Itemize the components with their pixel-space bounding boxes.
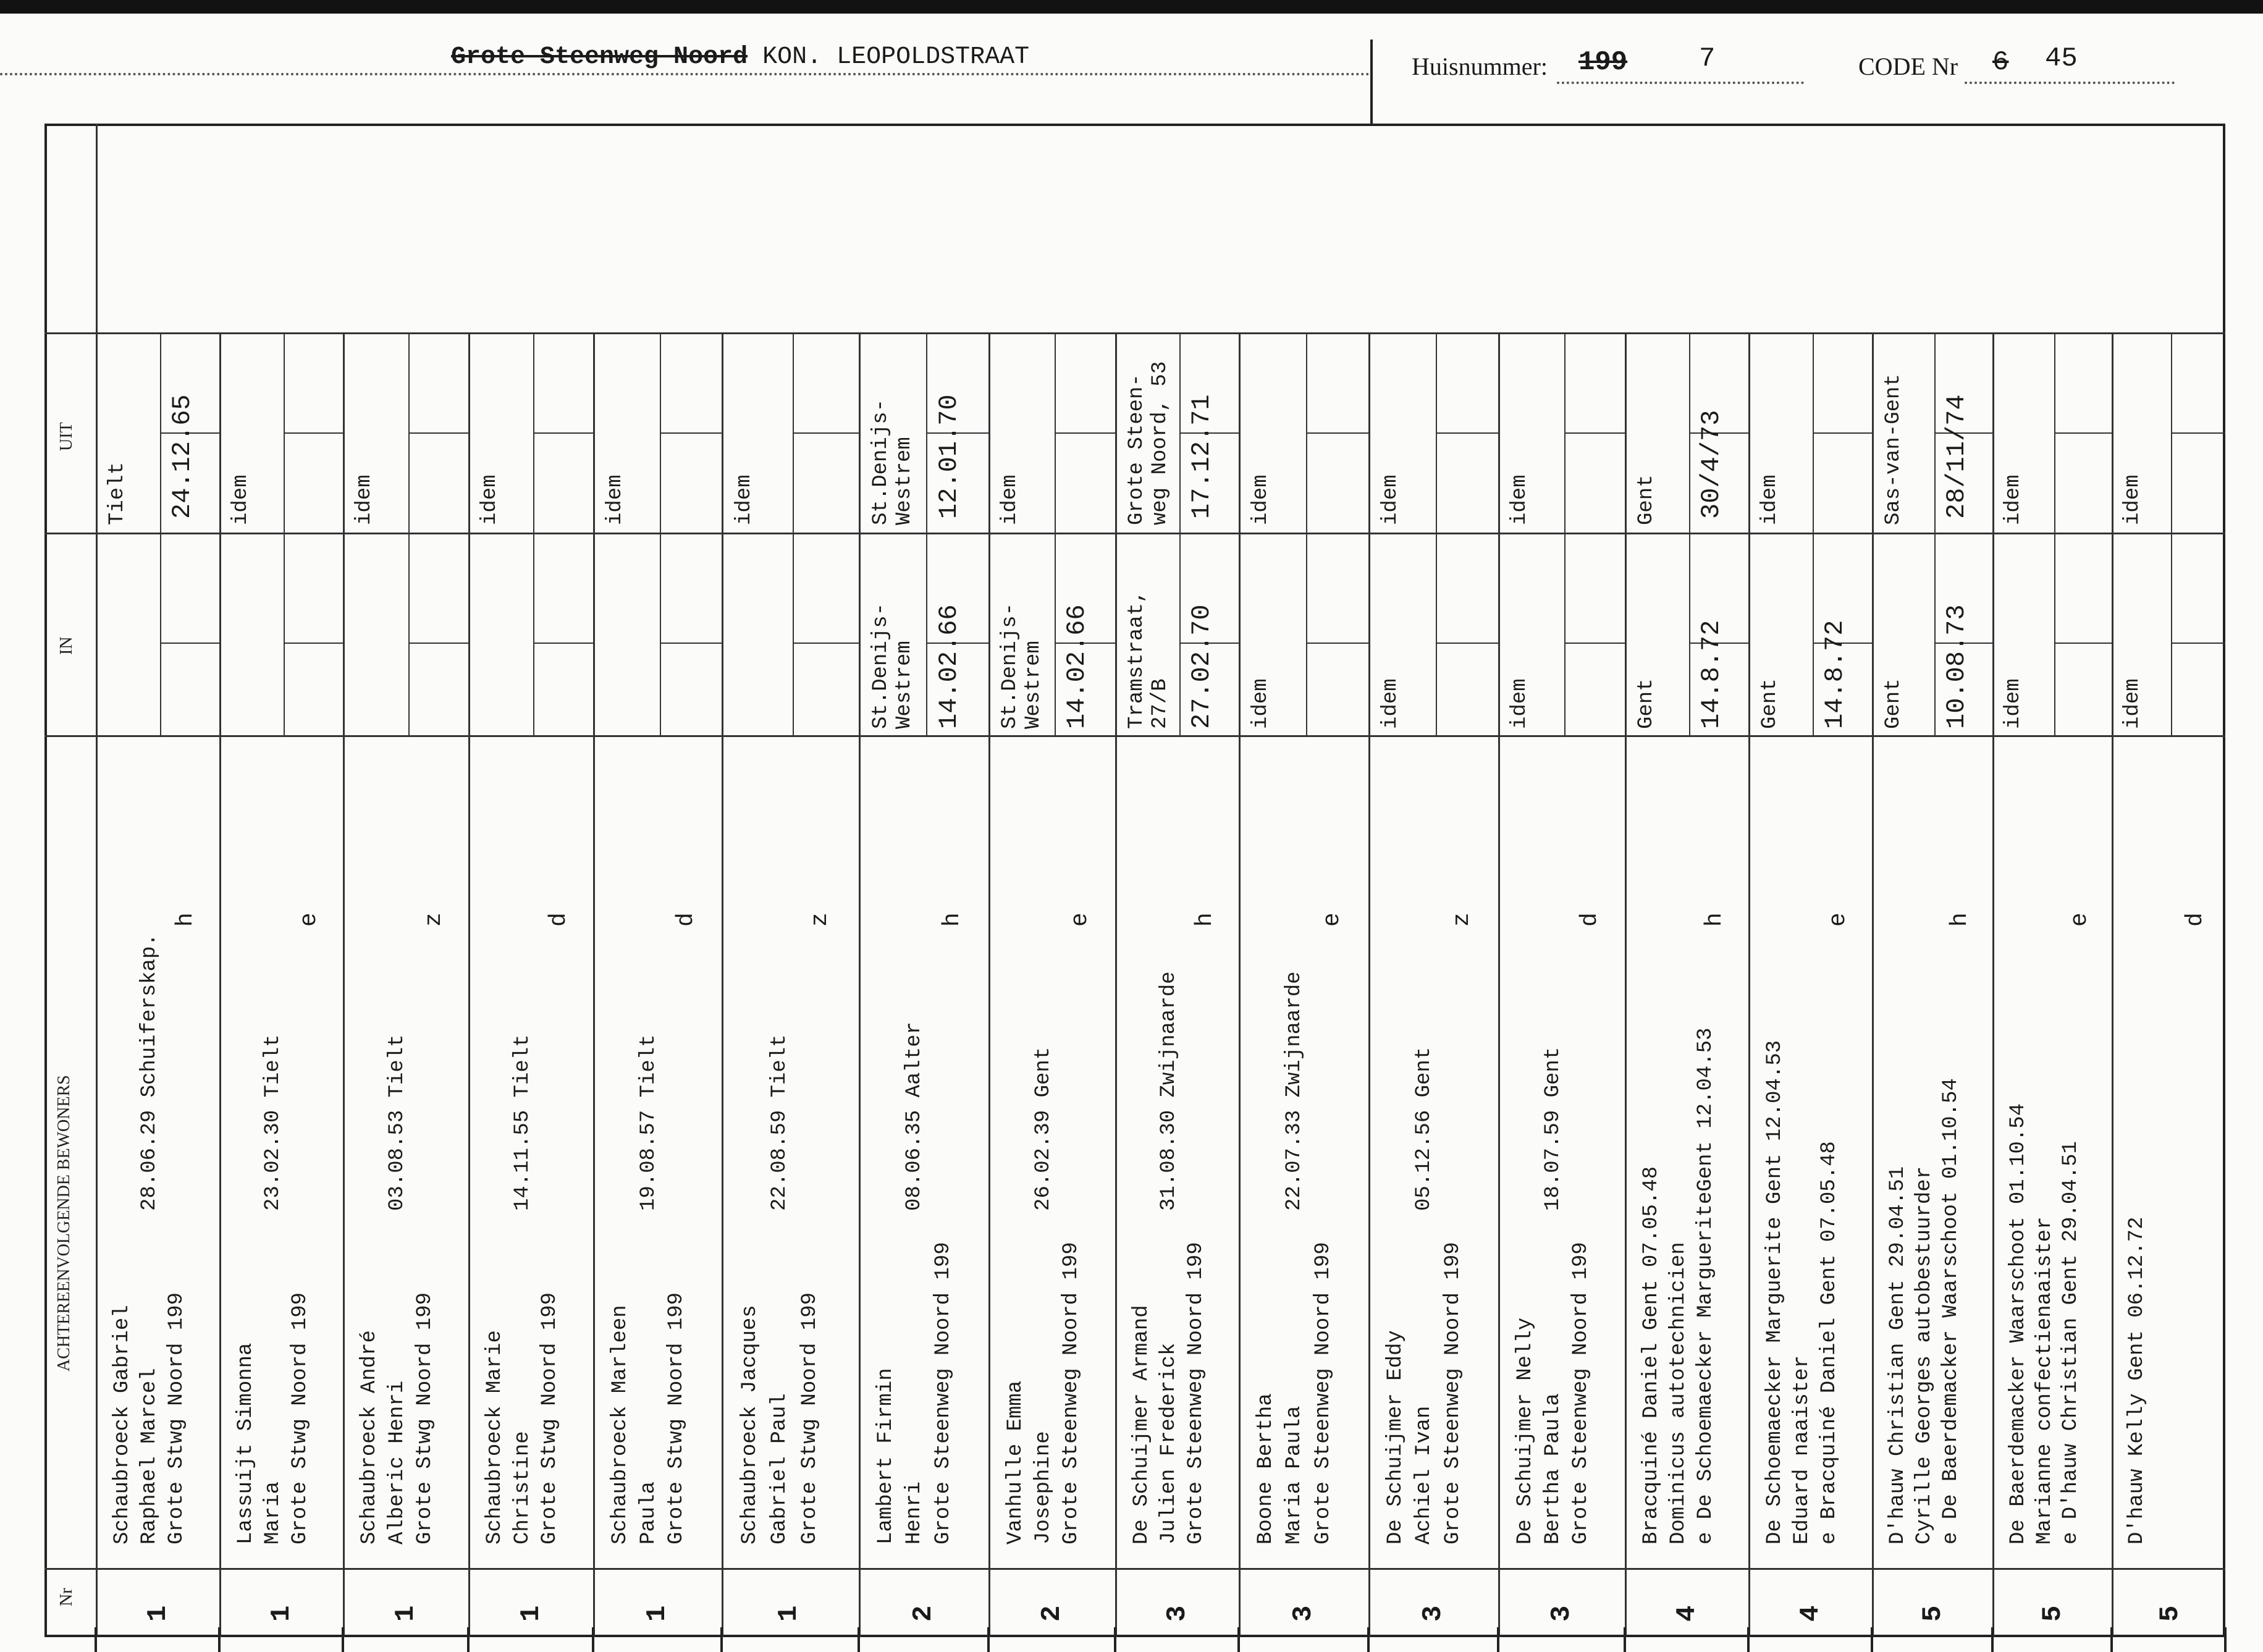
resident-line-3: Grote Steenweg Noord 199	[1059, 1242, 1083, 1545]
row-nr: 3	[1162, 1605, 1193, 1622]
row-divider-5	[859, 332, 861, 1637]
bottom-tick	[2224, 1627, 2227, 1652]
street-name	[451, 43, 1029, 71]
in-split	[1564, 643, 1625, 644]
in-inner-divider	[1564, 533, 1566, 735]
uit-inner-divider	[533, 332, 534, 533]
resident-sex: d	[546, 912, 573, 927]
row-divider-13	[1872, 332, 1874, 1637]
in-place: Gent	[1758, 678, 1782, 729]
resident-line-3: Grote Stwg Noord 199	[413, 1292, 437, 1545]
in-inner-divider	[2171, 533, 2172, 735]
in-inner-divider	[1813, 533, 1814, 735]
resident-birth: 14.11.55 Tielt	[510, 1034, 534, 1211]
resident-line-3: e De Schoemaecker MargueriteGent 12.04.53	[1694, 1027, 1717, 1545]
in-place: idem	[1249, 678, 1273, 729]
uit-split	[660, 432, 722, 434]
row-nr: 3	[1287, 1605, 1319, 1622]
code-old: 6	[1992, 47, 2009, 78]
resident-line-1: De Schuijmer Armand	[1130, 1305, 1153, 1545]
code-dotted-line	[1965, 82, 2175, 84]
in-inner-divider	[533, 533, 534, 735]
resident-line-2: Bertha Paula	[1541, 1393, 1565, 1545]
uit-inner-divider	[2171, 332, 2172, 533]
bottom-tick	[1991, 1627, 1994, 1652]
uit-date: 24.12.65	[167, 394, 197, 519]
bottom-tick	[1497, 1627, 1499, 1652]
uit-place: St.Denijs- Westrem	[869, 398, 916, 525]
resident-line-2: Dominicus autotechnicien	[1667, 1242, 1690, 1545]
in-date: 27.02.70	[1187, 604, 1216, 729]
row-nr: 5	[1918, 1605, 1949, 1622]
row-nr: 1	[390, 1605, 422, 1622]
row-nr: 1	[773, 1605, 805, 1622]
resident-sex: e	[1319, 912, 1346, 927]
resident-sex: z	[1449, 912, 1476, 927]
resident-sex: d	[672, 912, 699, 927]
resident-birth: 22.08.59 Tielt	[768, 1034, 792, 1211]
resident-birth: 19.08.57 Tielt	[636, 1034, 660, 1211]
street-old: Grote Steenweg Noord	[451, 43, 748, 71]
resident-line-3: e D'hauw Christian Gent 29.04.51	[2059, 1141, 2083, 1545]
resident-birth: 28.06.29 Schuiferskap.	[138, 933, 161, 1211]
in-split	[660, 643, 722, 644]
resident-line-1: Schaubroeck Gabriel	[111, 1305, 134, 1545]
uit-split	[1306, 432, 1368, 434]
uit-inner-divider	[1934, 332, 1936, 533]
resident-line-1: D'hauw Christian Gent 29.04.51	[1886, 1166, 1910, 1545]
column-boundary-3	[44, 1568, 2225, 1570]
uit-inner-divider	[1564, 332, 1566, 533]
bottom-tick	[1367, 1627, 1370, 1652]
uit-inner-divider	[793, 332, 794, 533]
resident-line-1: De Schuijmer Nelly	[1513, 1317, 1537, 1545]
uit-place: idem	[229, 474, 253, 525]
row-nr: 1	[515, 1605, 547, 1622]
bottom-tick	[1624, 1627, 1626, 1652]
in-place: idem	[1378, 678, 1402, 729]
row-divider-12	[1748, 332, 1750, 1637]
resident-birth: 03.08.53 Tielt	[386, 1034, 410, 1211]
row-divider-2	[468, 332, 470, 1637]
row-divider-1	[343, 332, 345, 1637]
row-divider-9	[1368, 332, 1370, 1637]
uit-place: Tielt	[106, 461, 129, 525]
uit-inner-divider	[284, 332, 285, 533]
column-header-bewoners: ACHTEREENVOLGENDE BEWONERS	[54, 1075, 74, 1372]
column-boundary-0	[44, 332, 2225, 334]
resident-line-1: Schaubroeck Jacques	[738, 1305, 762, 1545]
uit-inner-divider	[1179, 332, 1181, 533]
resident-line-3: Grote Steenweg Noord 199	[1311, 1242, 1335, 1545]
uit-place: idem	[732, 474, 756, 525]
in-inner-divider	[926, 533, 927, 735]
bottom-tick	[987, 1627, 990, 1652]
resident-line-3: Grote Steenweg Noord 199	[931, 1242, 955, 1545]
bottom-tick	[858, 1627, 860, 1652]
uit-place: idem	[998, 474, 1022, 525]
huisnummer-new: 7	[1699, 43, 1716, 74]
resident-sex: h	[939, 912, 966, 927]
uit-place: idem	[2120, 474, 2144, 525]
resident-line-2: Gabriel Paul	[768, 1393, 792, 1545]
bottom-tick	[1871, 1627, 1873, 1652]
in-place: idem	[2002, 678, 2026, 729]
resident-line-2: Josephine	[1031, 1431, 1055, 1545]
uit-split	[793, 432, 859, 434]
resident-line-1: D'hauw Kelly Gent 06.12.72	[2125, 1216, 2149, 1545]
resident-birth: 23.02.30 Tielt	[261, 1034, 285, 1211]
resident-line-2: Cyrille Georges autobestuurder	[1913, 1166, 1937, 1545]
code-label: CODE Nr	[1858, 53, 1958, 80]
uit-split	[284, 432, 343, 434]
row-divider-3	[593, 332, 595, 1637]
resident-sex: h	[1192, 912, 1218, 927]
in-split	[160, 643, 219, 644]
in-place: St.Denijs- Westrem	[869, 602, 916, 729]
bottom-tick	[95, 1627, 97, 1652]
in-date: 14.8.72	[1820, 620, 1850, 729]
resident-sex: e	[1067, 912, 1094, 927]
bottom-tick	[2110, 1627, 2113, 1652]
uit-place: Sas-van-Gent	[1881, 374, 1905, 525]
in-place: idem	[2120, 678, 2144, 729]
resident-line-3: Grote Steenweg Noord 199	[1441, 1242, 1465, 1545]
in-date: 14.8.72	[1696, 620, 1726, 729]
in-split	[533, 643, 593, 644]
uit-date: 28/11/74	[1942, 394, 1972, 519]
uit-split	[1436, 432, 1498, 434]
resident-line-3: e Bracquiné Daniel Gent 07.05.48	[1818, 1141, 1841, 1545]
row-divider-8	[1239, 332, 1241, 1637]
resident-line-2: Julien Frederick	[1157, 1342, 1181, 1545]
uit-split	[2054, 432, 2112, 434]
resident-line-1: De Schoemaecker Marguerite Gent 12.04.53	[1763, 1040, 1787, 1545]
uit-split	[1813, 432, 1872, 434]
column-header-uit: UIT	[57, 422, 76, 451]
resident-line-1: De Baerdemacker Waarschoot 01.10.54	[2007, 1103, 2031, 1545]
resident-sex: d	[2182, 912, 2209, 927]
resident-line-1: Schaubroeck Marie	[483, 1330, 507, 1545]
in-inner-divider	[408, 533, 410, 735]
uit-split	[533, 432, 593, 434]
row-nr: 4	[1795, 1605, 1826, 1622]
row-divider-15	[2112, 332, 2113, 1637]
uit-place: idem	[478, 474, 502, 525]
resident-sex: h	[1946, 912, 1973, 927]
row-divider-14	[1992, 332, 1994, 1637]
uit-split	[2171, 432, 2225, 434]
resident-birth: 18.07.59 Gent	[1541, 1047, 1565, 1211]
column-header-nr: Nr	[57, 1588, 76, 1606]
in-inner-divider	[160, 533, 161, 735]
in-split	[793, 643, 859, 644]
resident-line-3: Grote Stwg Noord 199	[665, 1292, 689, 1545]
huisnummer-old: 199	[1578, 47, 1628, 78]
street-dotted-line	[0, 73, 1370, 75]
in-inner-divider	[1179, 533, 1181, 735]
in-inner-divider	[2054, 533, 2055, 735]
resident-line-2: Maria Paula	[1283, 1405, 1307, 1545]
resident-sex: z	[420, 912, 447, 927]
uit-place: idem	[2002, 474, 2026, 525]
uit-inner-divider	[1436, 332, 1437, 533]
uit-inner-divider	[160, 332, 161, 533]
uit-place: idem	[1508, 474, 1532, 525]
in-split	[408, 643, 468, 644]
huisnummer-dotted-line	[1557, 82, 1804, 84]
resident-line-1: Schaubroeck Marleen	[608, 1305, 632, 1545]
in-split	[1306, 643, 1368, 644]
resident-line-2: Christine	[510, 1431, 534, 1545]
resident-line-2: Achiel Ivan	[1412, 1405, 1436, 1545]
in-inner-divider	[1689, 533, 1690, 735]
huisnummer-label: Huisnummer:	[1412, 53, 1548, 80]
uit-place: idem	[603, 474, 627, 525]
resident-line-2: Raphael Marcel	[138, 1368, 161, 1545]
resident-line-1: Schaubroeck André	[358, 1330, 382, 1545]
resident-sex: z	[806, 912, 833, 927]
uit-split	[1055, 432, 1115, 434]
in-place: St.Denijs- Westrem	[998, 602, 1046, 729]
resident-birth: 05.12.56 Gent	[1412, 1047, 1436, 1211]
in-date: 14.02.66	[1061, 604, 1092, 729]
column-header-in: IN	[57, 636, 76, 655]
in-split	[2054, 643, 2112, 644]
resident-line-3: Grote Steenweg Noord 199	[1184, 1242, 1208, 1545]
header-column-divider	[96, 124, 98, 1637]
resident-line-1: Boone Bertha	[1254, 1393, 1278, 1545]
bottom-tick	[218, 1627, 221, 1652]
resident-line-3: Grote Stwg Noord 199	[289, 1292, 312, 1545]
row-divider-10	[1498, 332, 1500, 1637]
resident-sex: h	[172, 912, 199, 927]
row-nr: 1	[143, 1605, 174, 1622]
row-nr: 5	[2154, 1605, 2186, 1622]
uit-place: idem	[1378, 474, 1402, 525]
resident-line-1: Lassuijt Simonna	[234, 1342, 258, 1545]
resident-line-2: Henri	[903, 1481, 927, 1545]
in-place: Gent	[1635, 678, 1658, 729]
uit-inner-divider	[1306, 332, 1307, 533]
row-divider-7	[1115, 332, 1117, 1637]
resident-sex: e	[296, 912, 322, 927]
resident-birth: 26.02.39 Gent	[1031, 1047, 1055, 1211]
row-nr: 1	[266, 1605, 297, 1622]
in-inner-divider	[793, 533, 794, 735]
resident-line-3: Grote Steenweg Noord 199	[1569, 1242, 1593, 1545]
uit-split	[1564, 432, 1625, 434]
resident-line-1: De Schuijmer Eddy	[1384, 1330, 1408, 1545]
resident-birth: 31.08.30 Zwijnaarde	[1157, 971, 1181, 1211]
resident-line-3: Grote Stwg Noord 199	[798, 1292, 822, 1545]
in-inner-divider	[1436, 533, 1437, 735]
row-nr: 2	[908, 1605, 939, 1622]
resident-line-2: Paula	[636, 1481, 660, 1545]
uit-split	[408, 432, 468, 434]
row-nr: 1	[642, 1605, 673, 1622]
uit-date: 30/4/73	[1696, 410, 1726, 519]
bottom-tick	[720, 1627, 723, 1652]
row-divider-0	[219, 332, 221, 1637]
bottom-tick	[342, 1627, 344, 1652]
in-inner-divider	[1055, 533, 1056, 735]
in-inner-divider	[1934, 533, 1936, 735]
uit-inner-divider	[1055, 332, 1056, 533]
in-split	[1436, 643, 1498, 644]
uit-place: Grote Steen- weg Noord, 53	[1125, 361, 1172, 525]
code-new: 45	[2045, 43, 2078, 74]
resident-birth: 22.07.33 Zwijnaarde	[1283, 971, 1307, 1211]
row-nr: 3	[1417, 1605, 1449, 1622]
in-split	[2171, 643, 2225, 644]
top-dark-bar	[0, 0, 2263, 14]
resident-line-3: e De Baerdemacker Waarschoot 01.10.54	[1939, 1078, 1963, 1545]
resident-sex: e	[2066, 912, 2093, 927]
uit-inner-divider	[408, 332, 410, 533]
resident-line-2: Eduard naaister	[1790, 1355, 1814, 1545]
row-nr: 3	[1546, 1605, 1577, 1622]
resident-line-2: Maria	[261, 1481, 285, 1545]
resident-line-1: Lambert Firmin	[874, 1368, 898, 1545]
uit-inner-divider	[2054, 332, 2055, 533]
row-nr: 2	[1036, 1605, 1068, 1622]
resident-line-2: Alberic Henri	[386, 1380, 410, 1545]
resident-sex: h	[1701, 912, 1728, 927]
bottom-tick	[1237, 1627, 1240, 1652]
bottom-tick	[1114, 1627, 1116, 1652]
resident-line-3: Grote Stwg Noord 199	[165, 1292, 188, 1545]
row-divider-11	[1625, 332, 1627, 1637]
resident-line-2: Marianne confectienaaister	[2033, 1216, 2057, 1545]
row-nr: 4	[1672, 1605, 1703, 1622]
header-separator	[1370, 40, 1373, 124]
in-date: 14.02.66	[933, 604, 964, 729]
uit-place: idem	[1758, 474, 1782, 525]
uit-inner-divider	[926, 332, 927, 533]
uit-place: idem	[353, 474, 377, 525]
uit-date: 17.12.71	[1187, 394, 1216, 519]
in-inner-divider	[660, 533, 661, 735]
row-divider-6	[988, 332, 990, 1637]
street-new: KON. LEOPOLDSTRAAT	[762, 43, 1030, 71]
uit-inner-divider	[660, 332, 661, 533]
bottom-tick	[592, 1627, 594, 1652]
bottom-tick	[467, 1627, 470, 1652]
resident-line-1: Vanhulle Emma	[1003, 1380, 1027, 1545]
resident-line-1: Bracquiné Daniel Gent 07.05.48	[1640, 1166, 1663, 1545]
in-inner-divider	[1306, 533, 1307, 735]
uit-place: Gent	[1635, 474, 1658, 525]
in-place: Gent	[1881, 678, 1905, 729]
uit-inner-divider	[1689, 332, 1690, 533]
uit-place: idem	[1249, 474, 1273, 525]
in-place: Tramstraat, 27/B	[1125, 590, 1172, 729]
resident-sex: d	[1577, 912, 1604, 927]
in-split	[284, 643, 343, 644]
column-boundary-2	[44, 735, 2225, 737]
bottom-tick	[1747, 1627, 1750, 1652]
resident-sex: e	[1825, 912, 1852, 927]
row-nr: 5	[2038, 1605, 2069, 1622]
column-boundary-1	[44, 533, 2225, 534]
uit-date: 12.01.70	[933, 394, 964, 519]
in-date: 10.08.73	[1942, 604, 1972, 729]
in-inner-divider	[284, 533, 285, 735]
resident-line-3: Grote Stwg Noord 199	[538, 1292, 562, 1545]
in-place: idem	[1508, 678, 1532, 729]
resident-birth: 08.06.35 Aalter	[903, 1021, 927, 1211]
row-divider-4	[722, 332, 723, 1637]
uit-inner-divider	[1813, 332, 1814, 533]
